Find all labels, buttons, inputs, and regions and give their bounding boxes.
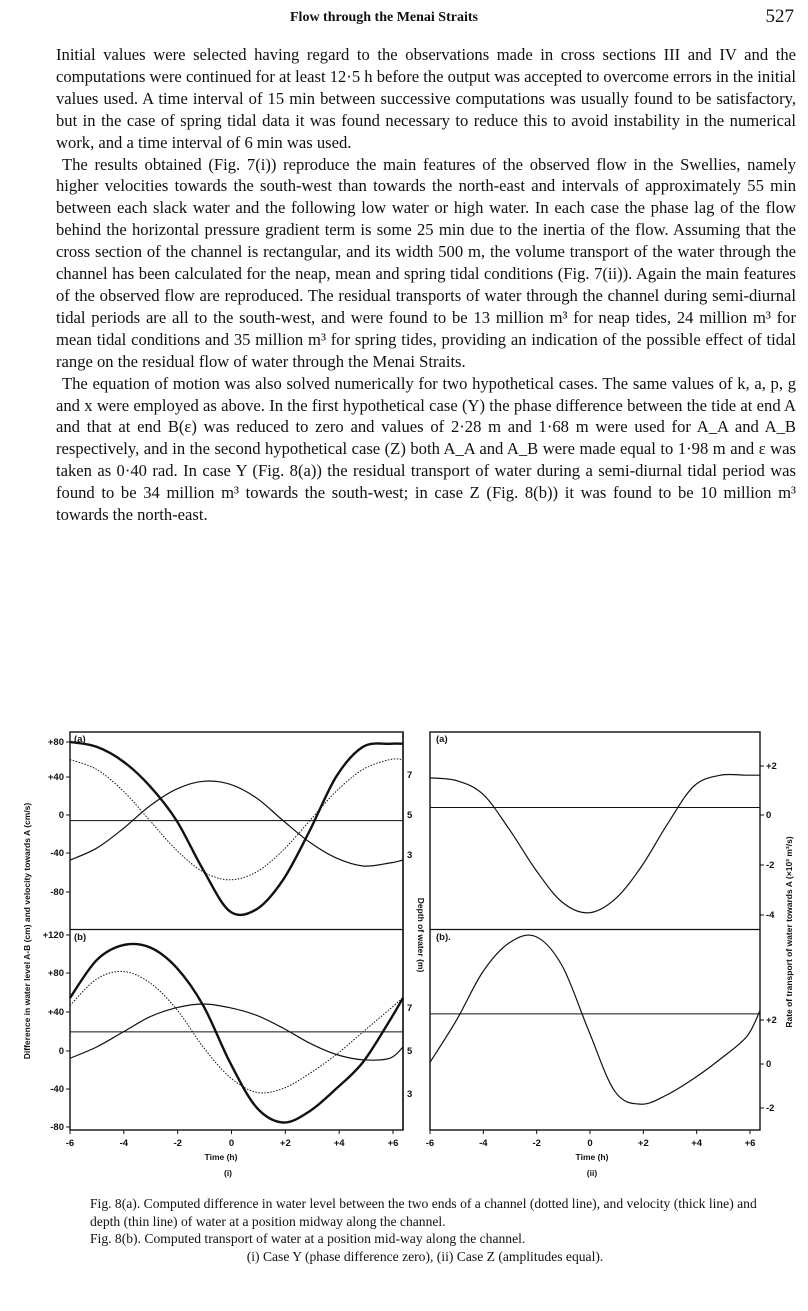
right-y-axis-label: Rate of transport of water towards A (×10³ m³/s) [784,836,794,1028]
chart-b-ii-series-thin-line [430,935,760,1104]
chart-a-i-series-thin-line [70,781,403,866]
depth-top-tick-label: 7 [407,770,413,781]
depth-bottom-tick-label: 7 [407,1003,413,1014]
right-top-tick-label: +2 [766,761,777,772]
depth-y-axis-label: Depth of water (m) [416,897,426,973]
page-header [0,6,808,30]
x-right-tick-label: +2 [637,1138,649,1149]
x-left-tick-label: 0 [228,1138,235,1149]
depth-bottom-tick-label: 5 [407,1046,413,1057]
caption-fig-b-label: Fig. 8(b). [90,1231,141,1247]
figure-caption [90,1195,760,1265]
x-left-tick-label: +4 [333,1138,345,1149]
sub-label-i: (i) [223,1168,233,1178]
x-right-tick-label: +4 [691,1138,703,1149]
left-top-tick-label: -80 [50,887,64,898]
right-top-tick-label: -2 [766,860,775,871]
caption-fig-a [90,1195,760,1230]
right-top-tick-label: -4 [766,910,775,921]
left-bottom-tick-label: -40 [50,1084,64,1095]
x-right-tick-label: 0 [587,1138,593,1149]
x-axis-label-right: Time (h) [575,1152,609,1162]
depth-top-tick-label: 3 [407,850,413,861]
caption-fig-b-text: Computed transport of water at a position mid-way along the channel. [144,1231,526,1247]
left-bottom-tick-label: +40 [47,1007,64,1018]
x-left-tick-label: +2 [279,1138,291,1149]
caption-fig-b [90,1230,760,1248]
page-number: 527 [765,6,794,27]
caption-cases: (i) Case Y (phase difference zero), (ii) Case Z (amplitudes equal). [246,1248,604,1264]
paragraph-2: The results obtained (Fig. 7(i)) reproduce the main features of the observed flow in the Swellies, namely higher velocities towards the south-west than towards the north-east and intervals of approximately 55 min between each slack water and the following low water or high water. In each case the phase lag of the flow behind the horizontal pressure gradient term is some 25 min due to the inertia of the flow. Assuming that the cross section of the channel is rectangular, and its width 500 m, the volume transport of the water through the channel has been calculated for the neap, mean and spring tidal conditions (Fig. 7(ii)). Again the main features of the observed flow are reproduced. The residual transports of water through the channel during semi-diurnal tidal periods are all to the south-west, and were found to be 13 million m³ for neap tides, 24 million m³ for mean tidal conditions and 35 million m³ for spring tides, providing an indication of the possible effect of tidal range on the residual flow of water through the Menai Straits. [56,154,796,371]
x-left-tick-label: -6 [65,1138,75,1149]
x-right-tick-label: -2 [532,1138,541,1149]
left-top-tick-label: +80 [47,737,64,748]
panel-label-right-top: (a) [436,734,448,745]
x-right-tick-label: -4 [479,1138,488,1149]
left-bottom-tick-label: +80 [47,968,64,979]
right-bottom-tick-label: 0 [766,1059,772,1070]
x-right-tick-label: +6 [744,1138,756,1149]
body-text [56,44,796,526]
caption-fig-a-text: Computed difference in water level between the two ends of a channel (dotted line), and velocity (thick line) and depth (thin line) of water at a position midway along the channel. [90,1196,757,1229]
left-bottom-tick-label: -80 [50,1122,64,1133]
caption-fig-a-label: Fig. 8(a). [90,1196,141,1211]
x-left-tick-label: -2 [173,1138,182,1149]
panel-label-left-top: (a) [74,734,86,745]
left-top-tick-label: -40 [50,848,64,859]
paragraph-1: Initial values were selected having regard to the observations made in cross sections III and IV and the computations were continued for at least 12·5 h before the output was accepted to overcome errors in the initial values used. A time interval of 15 min between successive computations was usually found to be satisfactory, but in the case of spring tidal data it was found necessary to reduce this to avoid instability in the numerical work, and a time interval of 6 min was used. [56,45,797,152]
sub-label-ii: (ii) [586,1168,598,1178]
left-bottom-tick-label: +120 [42,930,64,941]
right-top-tick-label: 0 [766,810,772,821]
chart-a-i-series-thick-line [70,742,403,915]
left-panel-frame [70,732,403,1130]
right-bottom-tick-label: -2 [766,1103,775,1114]
left-y-axis-label: Difference in water level A-B (cm) and velocity towards A (cm/s) [22,802,32,1060]
panel-label-left-bottom: (b) [74,932,87,943]
chart-a-ii-series-thin-line [430,774,760,912]
x-axis-label-left: Time (h) [204,1152,238,1162]
depth-bottom-tick-label: 3 [407,1089,413,1100]
panel-label-right-bottom: (b). [436,932,451,943]
x-right-tick-label: -6 [425,1138,435,1149]
right-bottom-tick-label: +2 [766,1015,777,1026]
x-left-tick-label: +6 [387,1138,399,1149]
x-left-tick-label: -4 [119,1138,129,1149]
figure-8-svg [0,720,808,1190]
left-top-tick-label: 0 [58,810,64,821]
chart-a-i-series-dotted-line [70,759,403,880]
running-title: Flow through the Menai Straits [290,10,478,25]
left-bottom-tick-label: 0 [58,1046,64,1057]
paragraph-3: The equation of motion was also solved numerically for two hypothetical cases. The same values of k, a, p, g and x were employed as above. In the first hypothetical case (Y) the phase difference between the tide at end A and that at end B(ε) was reduced to zero and values of 2·28 m and 1·68 m were used for A_A and A_B respectively, and in the second hypothetical case (Z) both A_A and A_B were made equal to 1·98 m and ε was taken as 0·40 rad. In case Y (Fig. 8(a)) the residual transport of water during a semi-diurnal tidal period was found to be 34 million m³ towards the south-west; in case Z (Fig. 8(b)) it was found to be 10 million m³ towards the north-east. [56,373,796,525]
figure-8 [0,720,808,1190]
depth-top-tick-label: 5 [407,810,413,821]
left-top-tick-label: +40 [47,772,64,783]
